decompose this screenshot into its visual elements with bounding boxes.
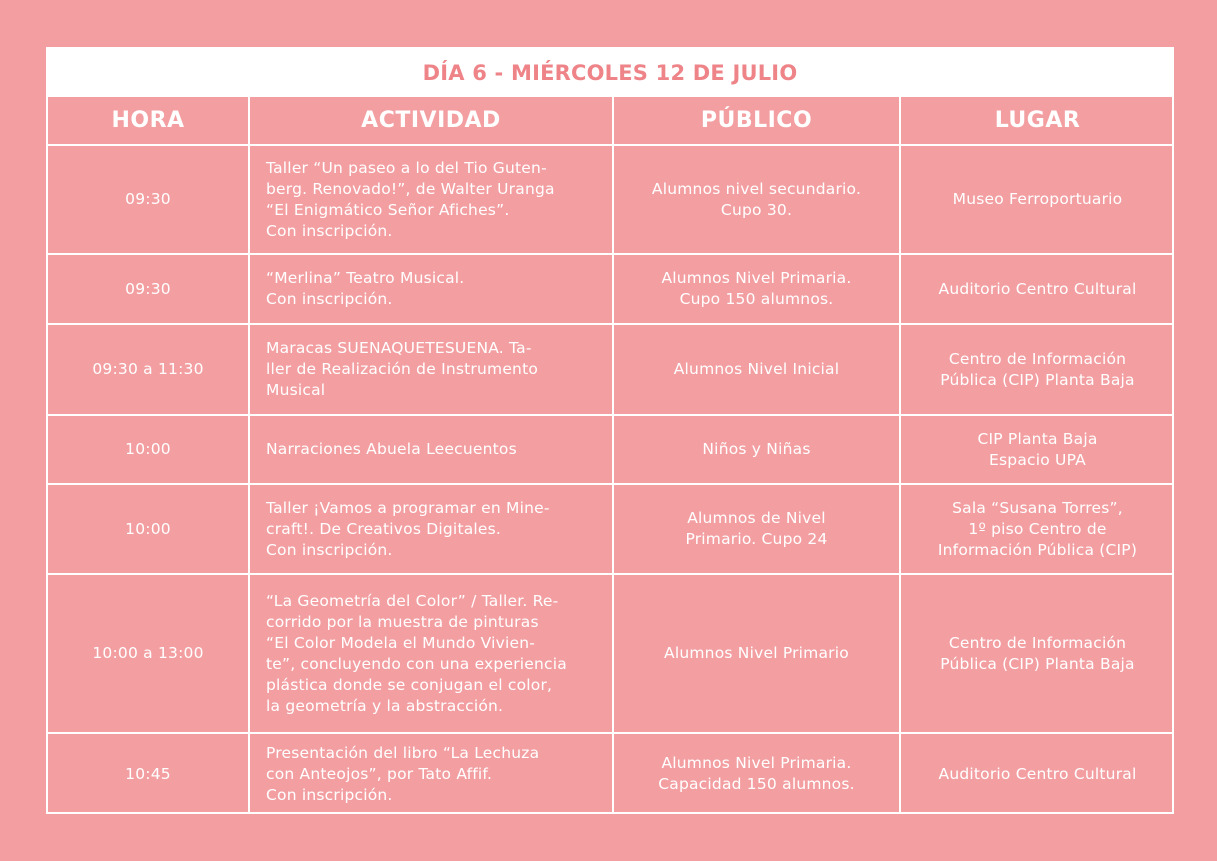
actividad-cell — [249, 484, 613, 574]
actividad-line: ller de Realización de Instrumento — [266, 360, 539, 378]
schedule-table — [48, 97, 1174, 814]
publico-cell — [613, 145, 900, 254]
actividad-line: la geometría y la abstracción. — [266, 696, 504, 715]
publico-line: Alumnos Nivel Primario — [664, 644, 849, 662]
publico-line: Alumnos Nivel Inicial — [673, 360, 840, 378]
actividad-line: “El Color Modela el Mundo Vivien- — [266, 633, 536, 652]
table-row — [48, 324, 1174, 415]
actividad-cell — [249, 254, 613, 324]
actividad-line: Musical — [266, 381, 326, 399]
publico-line: Cupo 150 alumnos. — [679, 290, 834, 308]
lugar-line: Información Pública (CIP) — [937, 540, 1138, 559]
header-publico: PÚBLICO — [613, 97, 900, 145]
publico-line: Alumnos de Nivel — [687, 509, 826, 527]
publico-cell — [613, 254, 900, 324]
header-actividad: ACTIVIDAD — [249, 97, 613, 145]
publico-cell — [613, 574, 900, 733]
table-row — [48, 484, 1174, 574]
hora-cell: 09:30 a 11:30 — [48, 324, 249, 415]
hora-cell: 10:00 — [48, 484, 249, 574]
table-row — [48, 145, 1174, 254]
hora-cell: 09:30 — [48, 254, 249, 324]
actividad-cell — [249, 574, 613, 733]
publico-cell — [613, 484, 900, 574]
lugar-cell — [900, 574, 1174, 733]
actividad-line: Con inscripción. — [266, 290, 393, 308]
publico-cell — [613, 324, 900, 415]
lugar-line: Sala “Susana Torres”, — [952, 498, 1123, 517]
publico-line: Capacidad 150 alumnos. — [658, 775, 855, 793]
title-bar — [48, 49, 1172, 97]
actividad-line: Taller ¡Vamos a programar en Mine- — [266, 498, 550, 517]
table-row — [48, 415, 1174, 484]
actividad-line: “El Enigmático Señor Afiches”. — [266, 200, 510, 219]
actividad-line: berg. Renovado!”, de Walter Uranga — [266, 179, 555, 198]
lugar-cell — [900, 484, 1174, 574]
lugar-cell — [900, 415, 1174, 484]
actividad-line: Maracas SUENAQUETESUENA. Ta- — [266, 339, 532, 357]
publico-line: Alumnos Nivel Primaria. — [661, 754, 852, 772]
actividad-cell — [249, 145, 613, 254]
actividad-cell — [249, 733, 613, 814]
header-row — [48, 97, 1174, 145]
schedule-frame — [46, 47, 1174, 814]
actividad-line: te”, concluyendo con una experiencia — [266, 654, 567, 673]
table-row — [48, 254, 1174, 324]
lugar-cell — [900, 254, 1174, 324]
hora-cell: 10:00 a 13:00 — [48, 574, 249, 733]
actividad-line: corrido por la muestra de pinturas — [266, 612, 539, 631]
publico-line: Primario. Cupo 24 — [685, 530, 828, 548]
lugar-line: Espacio UPA — [989, 450, 1086, 469]
header-hora: HORA — [48, 97, 249, 145]
lugar-line: Museo Ferroportuario — [952, 190, 1123, 208]
lugar-line: Auditorio Centro Cultural — [938, 764, 1137, 783]
hora-cell: 10:45 — [48, 733, 249, 814]
table-row — [48, 733, 1174, 814]
actividad-line: “Merlina” Teatro Musical. — [266, 269, 465, 287]
actividad-line: Presentación del libro “La Lechuza — [266, 743, 540, 762]
header-lugar: LUGAR — [900, 97, 1174, 145]
lugar-line: Centro de Información — [948, 633, 1127, 652]
actividad-line: “La Geometría del Color” / Taller. Re- — [266, 591, 559, 610]
actividad-line: plástica donde se conjugan el color, — [266, 675, 553, 694]
lugar-cell — [900, 145, 1174, 254]
hora-cell: 10:00 — [48, 415, 249, 484]
hora-cell: 09:30 — [48, 145, 249, 254]
actividad-line: Con inscripción. — [266, 221, 393, 240]
publico-cell — [613, 733, 900, 814]
actividad-line: Taller “Un paseo a lo del Tio Guten- — [266, 158, 547, 177]
schedule-title: DÍA 6 - MIÉRCOLES 12 DE JULIO — [422, 61, 798, 85]
publico-line: Niños y Niñas — [702, 440, 811, 458]
actividad-line: con Anteojos”, por Tato Affif. — [266, 764, 493, 783]
lugar-line: Centro de Información — [948, 349, 1127, 368]
actividad-line: Con inscripción. — [266, 785, 393, 804]
publico-line: Alumnos Nivel Primaria. — [661, 269, 852, 287]
actividad-cell — [249, 415, 613, 484]
actividad-line: craft!. De Creativos Digitales. — [266, 519, 502, 538]
lugar-line: Auditorio Centro Cultural — [938, 279, 1137, 298]
publico-cell — [613, 415, 900, 484]
table-row — [48, 574, 1174, 733]
publico-line: Cupo 30. — [720, 200, 793, 219]
lugar-cell — [900, 733, 1174, 814]
publico-line: Alumnos nivel secundario. — [651, 179, 862, 198]
lugar-cell — [900, 324, 1174, 415]
lugar-line: CIP Planta Baja — [977, 429, 1098, 448]
lugar-line: 1º piso Centro de — [968, 519, 1107, 538]
actividad-line: Con inscripción. — [266, 540, 393, 559]
lugar-line: Pública (CIP) Planta Baja — [940, 654, 1135, 673]
actividad-line: Narraciones Abuela Leecuentos — [266, 440, 517, 458]
actividad-cell — [249, 324, 613, 415]
lugar-line: Pública (CIP) Planta Baja — [940, 370, 1135, 389]
